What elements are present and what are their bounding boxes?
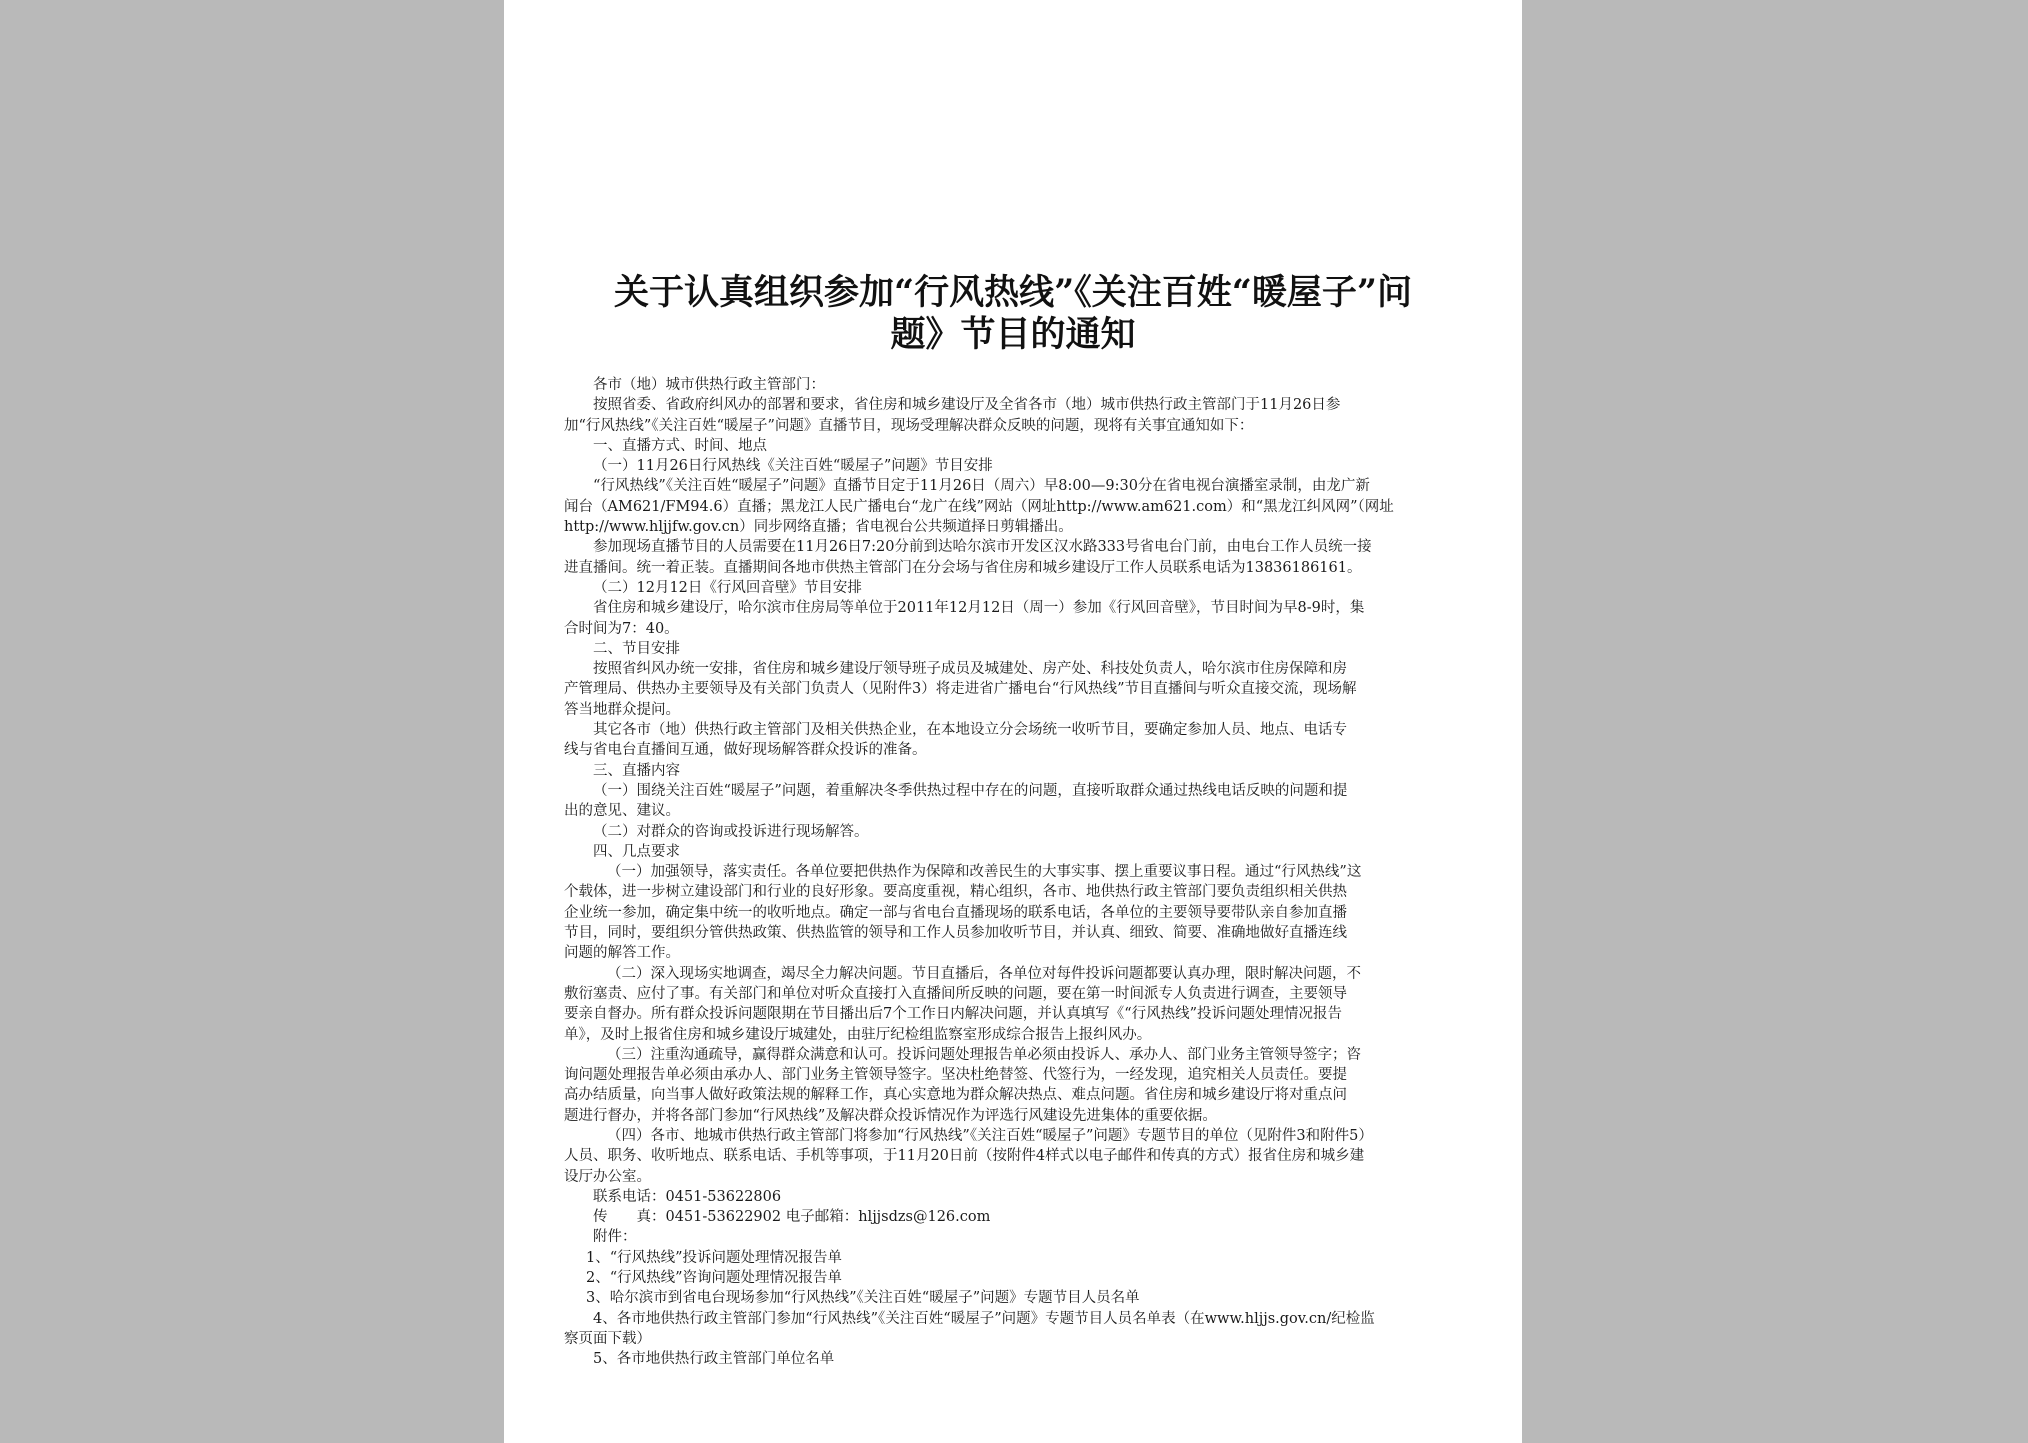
body-line: 四、几点要求	[593, 843, 680, 860]
body-line: 按照省委、省政府纠风办的部署和要求，省住房和城乡建设厅及全省各市（地）城市供热行政主管部门于11月26日参	[593, 397, 1341, 414]
body-line: 按照省纠风办统一安排，省住房和城乡建设厅领导班子成员及城建处、房产处、科技处负责人，哈尔滨市住房保障和房	[593, 661, 1347, 678]
body-line: 2、“行风热线”咨询问题处理情况报告单	[586, 1270, 843, 1287]
body-line: 进直播间。统一着正装。直播期间各地市供热主管部门在分会场与省住房和城乡建设厅工作人员联系电话为13836186161。	[564, 559, 1362, 576]
body-line: （二）深入现场实地调查，竭尽全力解决问题。节目直播后，各单位对每件投诉问题都要认真办理，限时解决问题，不	[607, 965, 1361, 982]
body-line: 题进行督办，并将各部门参加“行风热线”及解决群众投诉情况作为评选行风建设先进集体的重要依据。	[564, 1107, 1217, 1124]
body-line: （一）11月26日行风热线《关注百姓“暖屋子”问题》节目安排	[593, 458, 993, 475]
document-title	[544, 272, 1482, 356]
body-line: 答当地群众提问。	[564, 701, 680, 718]
body-line: 3、哈尔滨市到省电台现场参加“行风热线”《关注百姓“暖屋子”问题》专题节目人员名单	[586, 1290, 1140, 1307]
body-line: 要亲自督办。所有群众投诉问题限期在节目播出后7个工作日内解决问题，并认真填写《“行风热线”投诉问题处理情况报告	[564, 1006, 1343, 1023]
body-line: 省住房和城乡建设厅，哈尔滨市住房局等单位于2011年12月12日（周一）参加《行风回音壁》，节目时间为早8-9时，集	[593, 600, 1365, 617]
body-line: 线与省电台直播间互通，做好现场解答群众投诉的准备。	[564, 742, 927, 759]
body-line: 闻台（AM621/FM94.6）直播；黑龙江人民广播电台“龙广在线”网站（网址http://www.am621.com）和“黑龙江纠风网”（网址	[564, 498, 1394, 515]
document-page	[504, 0, 1522, 1443]
body-line: 设厅办公室。	[564, 1168, 651, 1185]
body-line: 高办结质量，向当事人做好政策法规的解释工作，真心实意地为群众解决热点、难点问题。省住房和城乡建设厅将对重点问	[564, 1087, 1347, 1104]
body-line: 5、各市地供热行政主管部门单位名单	[593, 1351, 835, 1368]
body-line: 1、“行风热线”投诉问题处理情况报告单	[586, 1249, 843, 1266]
body-line: （一）围绕关注百姓“暖屋子”问题，着重解决冬季供热过程中存在的问题，直接听取群众通过热线电话反映的问题和提	[593, 782, 1348, 799]
body-line: 联系电话：0451-53622806	[593, 1188, 782, 1205]
body-line: 产管理局、供热办主要领导及有关部门负责人（见附件3）将走进省广播电台“行风热线”节目直播间与听众直接交流，现场解	[564, 681, 1357, 698]
body-line: （二）12月12日《行风回音壁》节目安排	[593, 579, 862, 596]
body-line: 附件：	[593, 1229, 637, 1246]
body-line: 单》，及时上报省住房和城乡建设厅城建处，由驻厅纪检组监察室形成综合报告上报纠风办。	[564, 1026, 1152, 1043]
body-line: “行风热线”《关注百姓“暖屋子”问题》直播节目定于11月26日（周六）早8:00—9:30分在省电视台演播室录制，由龙广新	[593, 478, 1370, 495]
body-line: 加“行风热线”《关注百姓“暖屋子”问题》直播节目，现场受理解决群众反映的问题，现将有关事宜通知如下：	[564, 417, 1254, 434]
body-line: 问题的解答工作。	[564, 945, 680, 962]
body-line: 传 真：0451-53622902 电子邮箱：hljjsdzs@126.com	[593, 1209, 991, 1226]
title-line-1: 关于认真组织参加“行风热线”《关注百姓“暖屋子”问	[613, 272, 1413, 313]
body-line: 一、直播方式、时间、地点	[593, 437, 767, 454]
body-line: 其它各市（地）供热行政主管部门及相关供热企业，在本地设立分会场统一收听节目，要确定参加人员、地点、电话专	[593, 722, 1347, 739]
body-line: 二、节目安排	[593, 640, 680, 657]
body-line: 敷衍塞责、应付了事。有关部门和单位对听众直接打入直播间所反映的问题，要在第一时间派专人负责进行调查，主要领导	[564, 985, 1347, 1002]
body-line: （三）注重沟通疏导，赢得群众满意和认可。投诉问题处理报告单必须由投诉人、承办人、部门业务主管领导签字；咨	[607, 1046, 1361, 1063]
body-line: 出的意见、建议。	[564, 803, 680, 820]
body-line: 个载体，进一步树立建设部门和行业的良好形象。要高度重视，精心组织，各市、地供热行政主管部门要负责组织相关供热	[564, 884, 1347, 901]
body-line: 人员、职务、收听地点、联系电话、手机等事项，于11月20日前（按附件4样式以电子邮件和传真的方式）报省住房和城乡建	[564, 1148, 1365, 1165]
body-line: 参加现场直播节目的人员需要在11月26日7:20分前到达哈尔滨市开发区汉水路333号省电台门前，由电台工作人员统一接	[593, 539, 1372, 556]
body-line: （二）对群众的咨询或投诉进行现场解答。	[593, 823, 869, 840]
title-line-2: 题》节目的通知	[890, 314, 1136, 355]
body-line: 察页面下载）	[564, 1330, 651, 1347]
body-line: （四）各市、地城市供热行政主管部门将参加“行风热线”《关注百姓“暖屋子”问题》专题节目的单位（见附件3和附件5）	[607, 1127, 1373, 1144]
body-line: 三、直播内容	[593, 762, 680, 779]
body-line: 企业统一参加，确定集中统一的收听地点。确定一部与省电台直播现场的联系电话，各单位的主要领导要带队亲自参加直播	[564, 904, 1347, 921]
document-body	[564, 375, 1470, 1370]
body-line: 4、各市地供热行政主管部门参加“行风热线”《关注百姓“暖屋子”问题》专题节目人员名单表（在www.hljjs.gov.cn/纪检监	[593, 1310, 1375, 1327]
body-line: 节目，同时，要组织分管供热政策、供热监管的领导和工作人员参加收听节目，并认真、细致、简要、准确地做好直播连线	[564, 925, 1347, 942]
body-line: 各市（地）城市供热行政主管部门：	[593, 377, 825, 393]
body-line: 询问题处理报告单必须由承办人、部门业务主管领导签字。坚决杜绝替签、代签行为，一经发现，追究相关人员责任。要提	[564, 1067, 1347, 1084]
body-line: http://www.hljjfw.gov.cn）同步网络直播；省电视台公共频道择日剪辑播出。	[564, 519, 1073, 536]
body-line: 合时间为7：40。	[564, 620, 679, 637]
body-line: （一）加强领导，落实责任。各单位要把供热作为保障和改善民生的大事实事、摆上重要议事日程。通过“行风热线”这	[607, 864, 1362, 881]
